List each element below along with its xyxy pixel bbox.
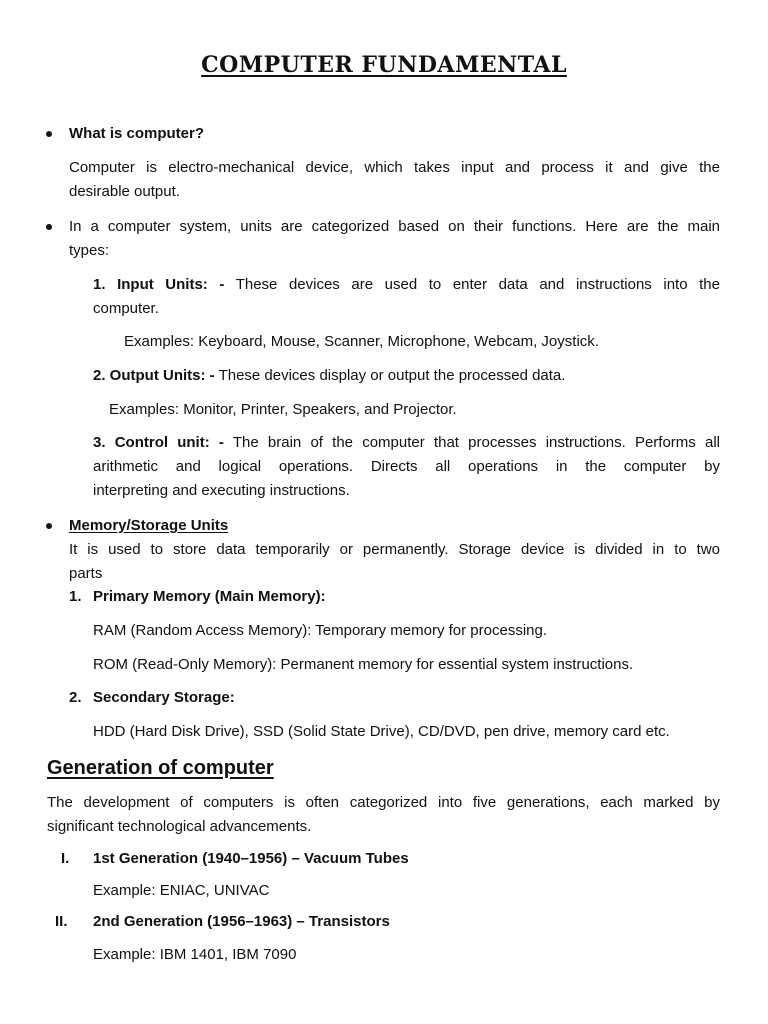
control-unit-desc: The brain of the computer that processes instructions. Performs all [232, 434, 720, 451]
generation-item-label: 2nd Generation (1956–1963) – Transistors [93, 913, 390, 930]
generation-example: Example: IBM 1401, IBM 7090 [93, 946, 297, 963]
secondary-storage-number: 2. [69, 689, 82, 706]
bullet-icon [46, 523, 52, 529]
bullet-icon [46, 131, 52, 137]
input-units-label: 1. Input Units: - [93, 276, 225, 293]
control-unit-label: 3. Control unit: - [93, 434, 224, 451]
rom-line: ROM (Read-Only Memory): Permanent memory for essential system instructions. [93, 656, 634, 673]
units-intro: In a computer system, units are categorized based on their functions. Here are the main [69, 218, 720, 235]
generation-heading: Generation of computer [47, 757, 274, 779]
bullet-icon [46, 224, 52, 230]
generation-intro: The development of computers is often categorized into five generations, each marked by [47, 794, 720, 811]
generation-item-label: 1st Generation (1940–1956) – Vacuum Tubes [93, 850, 409, 867]
output-units-line [93, 367, 565, 384]
output-units-label: 2. Output Units: - [93, 367, 215, 384]
page-title: COMPUTER FUNDAMENTAL [201, 52, 567, 78]
control-unit-desc: interpreting and executing instructions. [93, 482, 350, 499]
input-units-desc: These devices are used to enter data and instructions into the [235, 276, 720, 293]
secondary-storage-desc: HDD (Hard Disk Drive), SSD (Solid State Drive), CD/DVD, pen drive, memory card etc. [93, 723, 670, 740]
generation-example: Example: ENIAC, UNIVAC [93, 882, 270, 899]
memory-desc: parts [69, 565, 103, 582]
input-units-line [93, 276, 720, 293]
secondary-storage-label: Secondary Storage: [93, 689, 235, 706]
units-intro: types: [69, 242, 110, 259]
generation-numeral: II. [55, 913, 68, 930]
control-unit-line [93, 434, 720, 451]
ram-line: RAM (Random Access Memory): Temporary memory for processing. [93, 622, 548, 639]
output-units-desc: These devices display or output the processed data. [218, 367, 566, 384]
answer-line: Computer is electro-mechanical device, which takes input and process it and give the [69, 159, 720, 176]
generation-intro: significant technological advancements. [47, 818, 312, 835]
generation-numeral: I. [61, 850, 70, 867]
primary-memory-label: Primary Memory (Main Memory): [93, 588, 326, 605]
memory-desc: It is used to store data temporarily or permanently. Storage device is divided in to two [69, 541, 720, 558]
answer-line: desirable output. [69, 183, 180, 200]
output-examples: Examples: Monitor, Printer, Speakers, and Projector. [109, 401, 457, 418]
question-heading: What is computer? [69, 125, 205, 142]
memory-heading: Memory/Storage Units [69, 517, 229, 534]
input-units-desc: computer. [93, 300, 159, 317]
input-examples: Examples: Keyboard, Mouse, Scanner, Microphone, Webcam, Joystick. [124, 333, 599, 350]
control-unit-desc: arithmetic and logical operations. Directs all operations in the computer by [93, 458, 720, 475]
primary-memory-number: 1. [69, 588, 82, 605]
